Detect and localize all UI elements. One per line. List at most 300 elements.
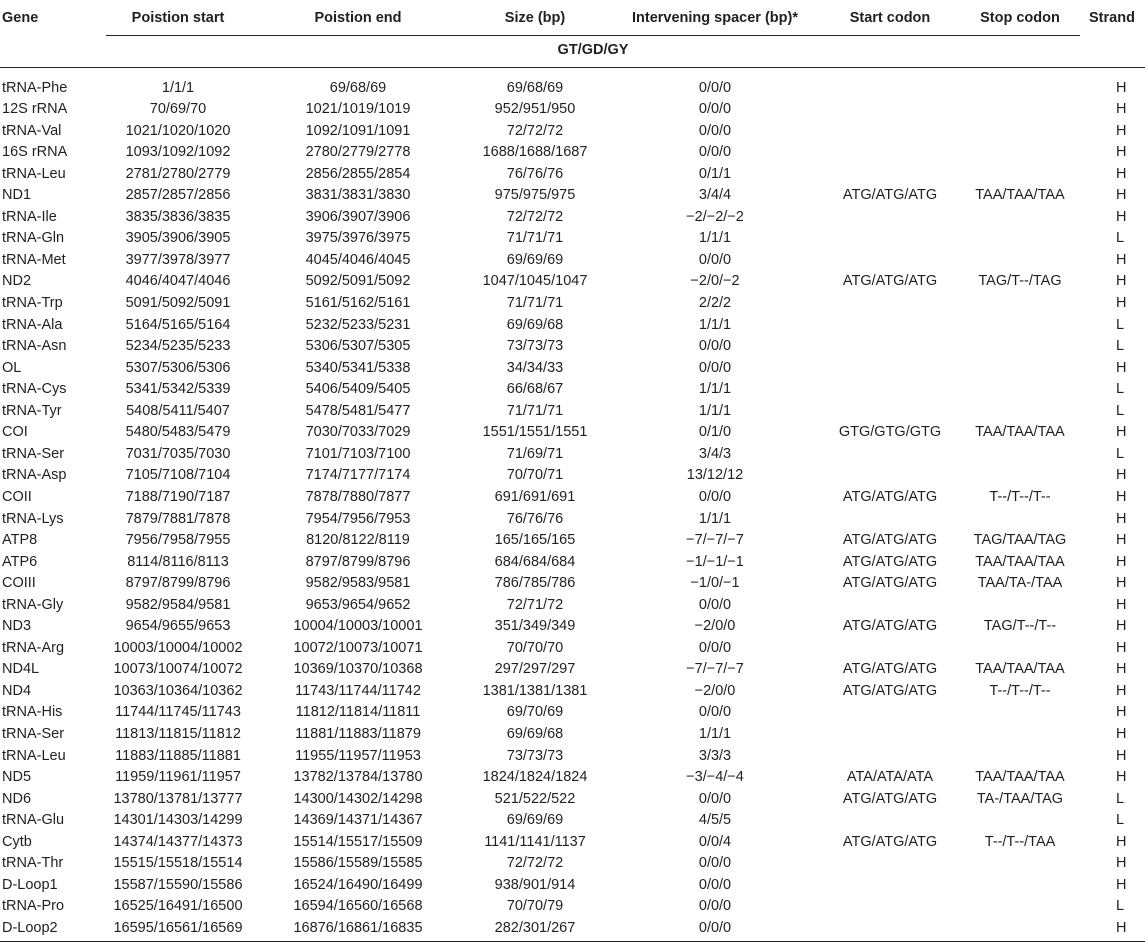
table-row [0,401,1145,423]
cell-size: 282/301/267 [494,919,576,936]
cell-stop-codon: TAA/TAA/TAA [975,424,1065,441]
cell-spacer: 0/0/4 [698,833,732,850]
cell-spacer: −1/0/−1 [690,575,740,592]
cell-spacer: 0/0/0 [698,855,732,872]
cell-size: 1381/1381/1381 [482,682,588,699]
cell-gene: D-Loop1 [2,876,58,893]
cell-spacer: 0/0/0 [698,144,732,161]
cell-strand: L [1116,316,1125,333]
cell-position-start: 3905/3906/3905 [125,230,231,247]
cell-spacer: 3/4/4 [698,187,732,204]
cell-gene: COI [2,424,28,441]
table-row [0,530,1145,552]
cell-position-end: 11955/11957/11953 [295,747,421,764]
cell-strand: L [1116,230,1125,247]
cell-position-end: 9653/9654/9652 [305,596,411,613]
cell-position-end: 9582/9583/9581 [305,575,411,592]
table-row [0,99,1145,121]
cell-spacer: 0/0/0 [698,639,732,656]
cell-spacer: 0/0/0 [698,359,732,376]
cell-position-end: 16524/16490/16499 [293,876,423,893]
cell-spacer: −1/−1/−1 [686,553,744,570]
cell-gene: tRNA-Arg [2,639,65,656]
cell-strand: H [1116,467,1127,484]
cell-size: 69/69/69 [506,812,564,829]
cell-start-codon: ATG/ATG/ATG [842,790,938,807]
cell-size: 69/69/69 [506,251,564,268]
cell-position-end: 69/68/69 [329,79,387,96]
cell-gene: ND1 [2,187,32,204]
cell-strand: H [1116,618,1127,635]
cell-gene: tRNA-Phe [2,79,68,96]
cell-position-start: 5307/5306/5306 [125,359,231,376]
cell-strand: H [1116,919,1127,936]
cell-position-start: 4046/4047/4046 [125,273,231,290]
cell-position-end: 11881/11883/11879 [295,726,421,742]
cell-size: 69/69/68 [506,316,564,333]
cell-spacer: 13/12/12 [686,467,744,484]
cell-stop-codon: TAG/T--/T-- [983,618,1057,635]
cell-size: 70/70/70 [506,639,564,656]
table-row [0,379,1145,401]
cell-spacer: −7/−7/−7 [686,532,744,549]
cell-gene: tRNA-Met [2,251,66,268]
cell-gene: ND3 [2,618,32,635]
cell-spacer: −2/−2/−2 [686,208,744,225]
cell-position-end: 5406/5409/5405 [305,381,411,398]
cell-spacer: 1/1/1 [698,726,732,742]
cell-size: 76/76/76 [506,510,564,527]
cell-position-end: 5232/5233/5231 [305,316,411,333]
cell-gene: tRNA-Val [2,122,62,139]
cell-strand: H [1116,553,1127,570]
cell-position-end: 5161/5162/5161 [305,295,411,311]
cell-strand: H [1116,833,1127,850]
cell-spacer: 0/0/0 [698,101,732,118]
cell-position-start: 10003/10004/10002 [113,639,243,656]
cell-gene: tRNA-Gln [2,230,65,247]
cell-gene: tRNA-Cys [2,381,67,398]
cell-position-end: 4045/4046/4045 [305,251,411,268]
cell-start-codon: ATG/ATG/ATG [842,618,938,635]
table-row [0,832,1145,854]
cell-size: 72/72/72 [506,855,564,872]
cell-stop-codon: TAA/TAA/TAA [975,553,1065,570]
cell-gene: tRNA-Lys [2,510,64,527]
header-stop-codon: Stop codon [980,10,1060,26]
cell-position-start: 5164/5165/5164 [125,316,231,333]
cell-gene: OL [2,359,22,376]
cell-position-end: 5340/5341/5338 [305,359,411,376]
cell-strand: L [1116,381,1125,398]
cell-start-codon: ATG/ATG/ATG [842,488,938,505]
cell-position-end: 5306/5307/5305 [305,338,411,355]
cell-position-start: 1021/1020/1020 [125,122,231,139]
table-row [0,315,1145,337]
header-spacer: Intervening spacer (bp)* [632,10,798,26]
cell-gene: tRNA-Thr [2,855,64,872]
cell-spacer: −2/0/0 [694,682,736,699]
header-start-codon: Start codon [849,10,931,26]
table-row [0,78,1145,100]
cell-start-codon: ATG/ATG/ATG [842,661,938,678]
cell-size: 71/71/71 [506,230,564,247]
cell-spacer: 0/0/0 [698,79,732,96]
cell-position-start: 2781/2780/2779 [125,165,231,182]
cell-spacer: 0/1/1 [698,165,732,182]
cell-position-end: 10004/10003/10001 [293,618,423,635]
cell-spacer: −3/−4/−4 [686,769,744,786]
cell-position-end: 8120/8122/8119 [306,532,410,549]
cell-gene: COII [2,488,32,505]
table-row [0,271,1145,293]
cell-size: 72/72/72 [506,208,564,225]
cell-position-start: 8797/8799/8796 [125,575,231,592]
cell-position-start: 15587/15590/15586 [113,876,243,893]
cell-gene: COIII [2,575,36,592]
header-position-start: Poistion start [131,10,225,26]
cell-size: 1551/1551/1551 [482,424,588,441]
cell-strand: H [1116,661,1127,678]
cell-strand: H [1116,704,1127,721]
table-row [0,853,1145,875]
cell-position-end: 5092/5091/5092 [305,273,411,290]
cell-strand: H [1116,747,1127,764]
cell-position-end: 10369/10370/10368 [293,661,423,678]
cell-strand: H [1116,575,1127,592]
cell-size: 71/71/71 [506,402,564,419]
cell-gene: tRNA-Pro [2,898,65,915]
cell-position-end: 16876/16861/16835 [293,919,423,936]
cell-position-start: 3835/3836/3835 [125,208,231,225]
cell-position-end: 1092/1091/1091 [305,122,411,139]
cell-strand: H [1116,769,1127,786]
cell-spacer: 3/3/3 [698,747,732,764]
cell-gene: tRNA-Ser [2,726,65,742]
cell-stop-codon: TAG/T--/TAG [978,273,1062,290]
cell-strand: H [1116,639,1127,656]
cell-size: 71/71/71 [506,295,564,311]
cell-size: 66/68/67 [506,381,564,398]
cell-spacer: 2/2/2 [698,295,732,311]
group-label: GT/GD/GY [557,42,629,58]
cell-strand: L [1116,790,1125,807]
cell-spacer: 1/1/1 [698,316,732,333]
cell-size: 71/69/71 [506,445,564,462]
table-row [0,121,1145,143]
cell-position-start: 7105/7108/7104 [125,467,231,484]
cell-strand: L [1116,402,1125,419]
cell-position-start: 7031/7035/7030 [125,445,231,462]
cell-position-end: 2780/2779/2778 [305,144,411,161]
cell-spacer: 0/1/0 [698,424,732,441]
cell-strand: H [1116,251,1127,268]
table-row [0,616,1145,638]
table-row [0,422,1145,444]
cell-position-start: 2857/2857/2856 [125,187,231,204]
cell-position-end: 16594/16560/16568 [293,898,423,915]
cell-strand: H [1116,682,1127,699]
cell-gene: tRNA-Asn [2,338,67,355]
table-row [0,465,1145,487]
cell-strand: L [1116,898,1125,915]
cell-gene: tRNA-Leu [2,165,66,182]
table-row [0,142,1145,164]
cell-position-end: 7878/7880/7877 [305,488,411,505]
cell-stop-codon: T--/T--/T-- [989,682,1051,699]
cell-gene: ATP8 [2,532,38,549]
cell-size: 1824/1824/1824 [482,769,588,786]
cell-gene: tRNA-Tyr [2,402,62,419]
cell-gene: tRNA-Leu [2,747,66,764]
cell-position-end: 3831/3831/3830 [305,187,411,204]
cell-position-end: 15514/15517/15509 [293,833,423,850]
table-row [0,681,1145,703]
cell-strand: L [1116,812,1125,829]
cell-strand: H [1116,596,1127,613]
cell-position-start: 11959/11961/11957 [115,769,241,786]
cell-position-end: 11812/11814/11811 [295,704,421,721]
cell-strand: H [1116,101,1127,118]
cell-position-start: 14374/14377/14373 [113,833,243,850]
cell-stop-codon: TAA/TA-/TAA [977,575,1063,592]
cell-start-codon: ATG/ATG/ATG [842,575,938,592]
table-row [0,789,1145,811]
cell-gene: ND4L [2,661,40,678]
cell-position-start: 5341/5342/5339 [125,381,231,398]
cell-start-codon: ATG/ATG/ATG [842,553,938,570]
group-rule [0,67,1145,68]
cell-gene: tRNA-Asp [2,467,67,484]
cell-stop-codon: TAA/TAA/TAA [975,661,1065,678]
cell-position-end: 10072/10073/10071 [293,639,423,656]
cell-size: 70/70/79 [506,898,564,915]
cell-position-start: 16525/16491/16500 [113,898,243,915]
cell-gene: tRNA-Ile [2,208,57,225]
cell-position-start: 7956/7958/7955 [125,532,231,549]
table-row [0,767,1145,789]
table-row [0,638,1145,660]
table-row [0,595,1145,617]
table-header-row [0,8,1145,30]
cell-position-start: 1/1/1 [161,79,195,96]
cell-spacer: 1/1/1 [698,510,732,527]
cell-position-end: 7030/7033/7029 [305,424,411,441]
cell-position-end: 13782/13784/13780 [293,769,423,786]
cell-position-start: 8114/8116/8113 [127,553,229,570]
cell-strand: L [1116,445,1125,462]
cell-size: 952/951/950 [494,101,576,118]
table-row [0,810,1145,832]
cell-size: 70/70/71 [506,467,564,484]
bottom-rule [0,941,1145,942]
table-row [0,185,1145,207]
cell-size: 297/297/297 [494,661,576,678]
cell-start-codon: ATA/ATA/ATA [846,769,934,786]
cell-position-start: 9582/9584/9581 [125,596,231,613]
cell-size: 786/785/786 [494,575,576,592]
cell-spacer: −7/−7/−7 [686,661,744,678]
cell-strand: H [1116,532,1127,549]
cell-stop-codon: TA-/TAA/TAG [976,790,1064,807]
cell-size: 165/165/165 [494,532,576,549]
cell-position-start: 7879/7881/7878 [125,510,231,527]
cell-size: 72/72/72 [506,122,564,139]
cell-position-end: 7954/7956/7953 [305,510,411,527]
cell-size: 521/522/522 [494,790,576,807]
cell-position-end: 14300/14302/14298 [293,790,423,807]
cell-spacer: −2/0/−2 [690,273,740,290]
cell-spacer: 4/5/5 [698,812,732,829]
table-row [0,659,1145,681]
cell-strand: H [1116,726,1127,742]
cell-position-end: 1021/1019/1019 [305,101,411,118]
cell-gene: D-Loop2 [2,919,58,936]
cell-size: 351/349/349 [494,618,576,635]
cell-start-codon: ATG/ATG/ATG [842,833,938,850]
cell-gene: 16S rRNA [2,144,68,161]
cell-gene: Cytb [2,833,32,850]
cell-spacer: 3/4/3 [698,445,732,462]
cell-spacer: 0/0/0 [698,790,732,807]
cell-position-end: 14369/14371/14367 [293,812,423,829]
table-row [0,336,1145,358]
cell-gene: ND6 [2,790,32,807]
table-row [0,358,1145,380]
cell-size: 684/684/684 [494,553,576,570]
table-row [0,746,1145,768]
cell-spacer: −2/0/0 [694,618,736,635]
cell-position-end: 2856/2855/2854 [305,165,411,182]
table-row [0,702,1145,724]
cell-position-end: 11743/11744/11742 [295,682,421,699]
cell-spacer: 1/1/1 [698,230,732,247]
cell-strand: H [1116,273,1127,290]
cell-start-codon: ATG/ATG/ATG [842,273,938,290]
cell-position-start: 15515/15518/15514 [113,855,243,872]
cell-stop-codon: TAA/TAA/TAA [975,769,1065,786]
cell-position-start: 13780/13781/13777 [113,790,243,807]
header-gene: Gene [2,10,39,26]
cell-strand: H [1116,855,1127,872]
cell-size: 1141/1141/1137 [484,833,586,850]
cell-size: 691/691/691 [494,488,576,505]
cell-position-start: 3977/3978/3977 [125,251,231,268]
table-row [0,509,1145,531]
cell-size: 69/69/68 [506,726,564,742]
cell-spacer: 0/0/0 [698,251,732,268]
table-row [0,228,1145,250]
cell-position-end: 7101/7103/7100 [305,445,411,462]
cell-size: 975/975/975 [494,187,576,204]
cell-size: 76/76/76 [506,165,564,182]
cell-spacer: 0/0/0 [698,122,732,139]
cell-size: 1688/1688/1687 [482,144,588,161]
cell-position-start: 5234/5235/5233 [125,338,231,355]
header-size: Size (bp) [504,10,566,26]
cell-gene: tRNA-Trp [2,295,63,311]
cell-strand: H [1116,208,1127,225]
cell-spacer: 0/0/0 [698,596,732,613]
cell-position-end: 3906/3907/3906 [305,208,411,225]
cell-strand: H [1116,187,1127,204]
cell-gene: tRNA-Gly [2,596,64,613]
cell-position-start: 5480/5483/5479 [125,424,231,441]
cell-spacer: 0/0/0 [698,876,732,893]
cell-spacer: 1/1/1 [698,381,732,398]
cell-position-end: 7174/7177/7174 [305,467,411,484]
cell-stop-codon: TAA/TAA/TAA [975,187,1065,204]
cell-strand: H [1116,122,1127,139]
cell-position-start: 1093/1092/1092 [125,144,231,161]
cell-size: 34/34/33 [506,359,564,376]
header-position-end: Poistion end [314,10,402,26]
cell-size: 73/73/73 [506,747,564,764]
table-row [0,487,1145,509]
table-row [0,293,1145,315]
cell-spacer: 0/0/0 [698,704,732,721]
cell-strand: H [1116,359,1127,376]
cell-spacer: 0/0/0 [698,488,732,505]
cell-position-start: 5091/5092/5091 [125,295,231,311]
table-row [0,573,1145,595]
cell-spacer: 0/0/0 [698,919,732,936]
cell-gene: tRNA-His [2,704,63,721]
table-row [0,164,1145,186]
cell-gene: tRNA-Ala [2,316,63,333]
cell-size: 73/73/73 [506,338,564,355]
cell-gene: ND2 [2,273,32,290]
cell-stop-codon: TAG/TAA/TAG [973,532,1067,549]
table-row [0,207,1145,229]
cell-strand: H [1116,876,1127,893]
cell-size: 72/71/72 [506,596,564,613]
cell-size: 938/901/914 [494,876,576,893]
cell-gene: tRNA-Glu [2,812,65,829]
cell-start-codon: ATG/ATG/ATG [842,682,938,699]
table-row [0,552,1145,574]
table-row [0,875,1145,897]
cell-position-start: 10073/10074/10072 [113,661,243,678]
table-row [0,918,1145,940]
cell-gene: tRNA-Ser [2,445,65,462]
cell-strand: H [1116,488,1127,505]
cell-strand: H [1116,165,1127,182]
cell-position-start: 11883/11885/11881 [115,747,241,764]
cell-position-start: 14301/14303/14299 [113,812,243,829]
cell-gene: ATP6 [2,553,38,570]
cell-spacer: 0/0/0 [698,898,732,915]
cell-position-start: 9654/9655/9653 [125,618,231,635]
cell-position-start: 10363/10364/10362 [113,682,243,699]
cell-strand: H [1116,510,1127,527]
cell-position-start: 11744/11745/11743 [115,704,241,721]
cell-strand: H [1116,144,1127,161]
cell-gene: ND4 [2,682,32,699]
header-strand: Strand [1089,10,1135,26]
cell-size: 69/68/69 [506,79,564,96]
cell-position-end: 15586/15589/15585 [293,855,423,872]
table-row [0,250,1145,272]
cell-strand: L [1116,338,1125,355]
table-row [0,724,1145,746]
cell-position-start: 7188/7190/7187 [125,488,231,505]
cell-position-start: 5408/5411/5407 [126,402,230,419]
cell-strand: H [1116,424,1127,441]
cell-start-codon: ATG/ATG/ATG [842,532,938,549]
cell-position-end: 3975/3976/3975 [305,230,411,247]
cell-start-codon: ATG/ATG/ATG [842,187,938,204]
